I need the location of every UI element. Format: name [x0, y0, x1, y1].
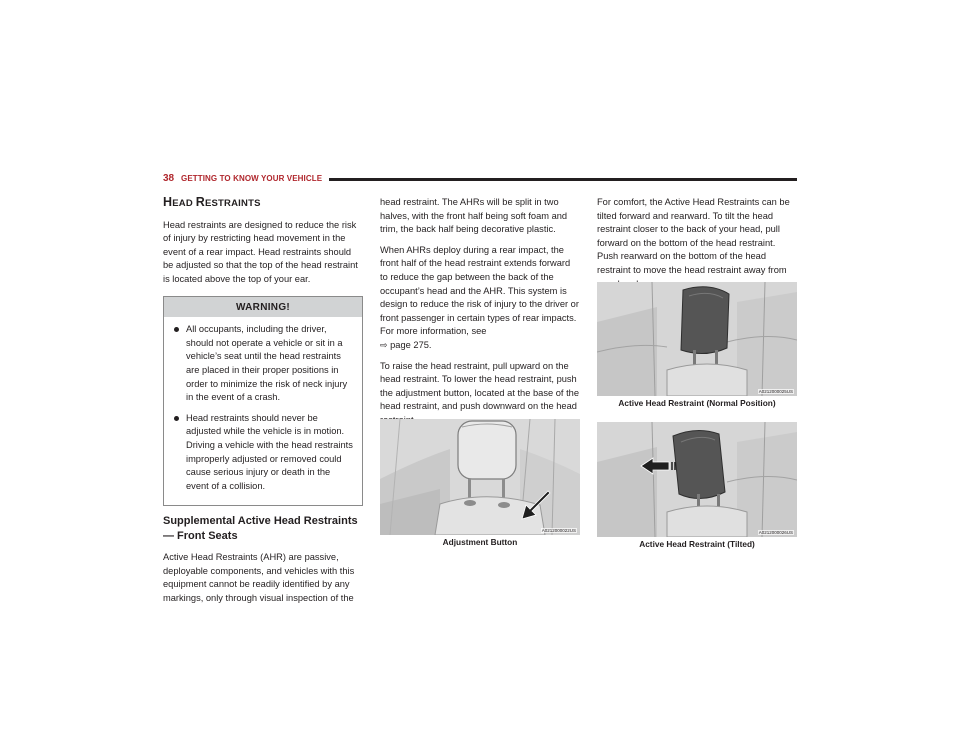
figure-code: A0212000026US — [758, 530, 793, 535]
warning-title: WARNING! — [164, 297, 362, 318]
normal-position-figure — [597, 282, 797, 396]
ahr-intro-paragraph: Active Head Restraints (AHR) are passive, deployable components, and vehicles with this equipment cannot be readily identified by any markings, only through visual inspection of the — [163, 552, 355, 604]
adjustment-button-figure — [380, 419, 580, 535]
page-reference-link[interactable]: page 275. — [390, 339, 432, 350]
section-heading: HEAD RESTRAINTS — [163, 195, 261, 209]
figure-caption: Active Head Restraint (Tilted) — [639, 539, 755, 549]
column-2 — [380, 196, 580, 435]
figure-caption: Adjustment Button — [442, 537, 518, 547]
xref-arrow-icon: ⇨ — [380, 339, 388, 350]
raise-lower-paragraph: To raise the head restraint, pull upward on the head restraint. To lower the head restraint, push the adjustment button, located at the base of the head restraint, and push downward on the head — [380, 360, 579, 412]
figure-caption: Active Head Restraint (Normal Position) — [618, 398, 776, 408]
page-number: 38 — [163, 173, 175, 184]
intro-paragraph: Head restraints are designed to reduce the risk of injury by restricting head movement in the event of a rear impact. Head restraints should be adjusted so that the top of the head restraint is located above the top of your ear. — [163, 219, 358, 284]
tilt-paragraph: For comfort, the Active Head Restraints can be tilted forward and rearward. To tilt the head restraint closer to the back of your head, pull forward on the bottom of the head restraint. Push rearward on the bottom of the head restraint to move the head restraint away from — [597, 197, 790, 275]
header-rule — [329, 178, 797, 181]
subsection-heading: Supplemental Active Head Restraints — Front Seats — [163, 515, 358, 543]
page-header — [163, 173, 797, 187]
column-1 — [163, 196, 363, 613]
ahr-split-paragraph: head restraint. The AHRs will be split in two halves, with the front half being soft foam and trim, the back half being decorative plastic. — [380, 197, 568, 235]
warning-item: Head restraints should never be adjusted while the vehicle is in motion. Driving a vehicle with the head restraints improperly adjusted or removed could cause serious injury or death in the event of a collision. — [172, 412, 354, 494]
section-title: GETTING TO KNOW YOUR VEHICLE — [181, 174, 323, 183]
warning-box — [163, 296, 363, 507]
warning-item: All occupants, including the driver, should not operate a vehicle or sit in a vehicle’s seat until the head restraints are placed in their proper positions in order to minimize the risk of neck injury in the event of a crash. — [172, 323, 354, 405]
warning-list — [164, 317, 362, 505]
figure-code: A0212000025US — [758, 389, 793, 394]
tilted-position-figure — [597, 422, 797, 537]
figure-code: A0212000022US — [541, 528, 576, 533]
ahr-deploy-paragraph: When AHRs deploy during a rear impact, the front half of the head restraint extends forward to reduce the gap between the back of the occupant’s head and the AHR. This system is design to reduce the risk of injury to the driver or front passenger in certain types of rear impacts. For more information, see ⇨ page 275. — [380, 244, 580, 353]
normal-position-illustration — [597, 282, 797, 396]
adjustment-button-illustration — [380, 419, 580, 535]
tilted-position-illustration — [597, 422, 797, 537]
